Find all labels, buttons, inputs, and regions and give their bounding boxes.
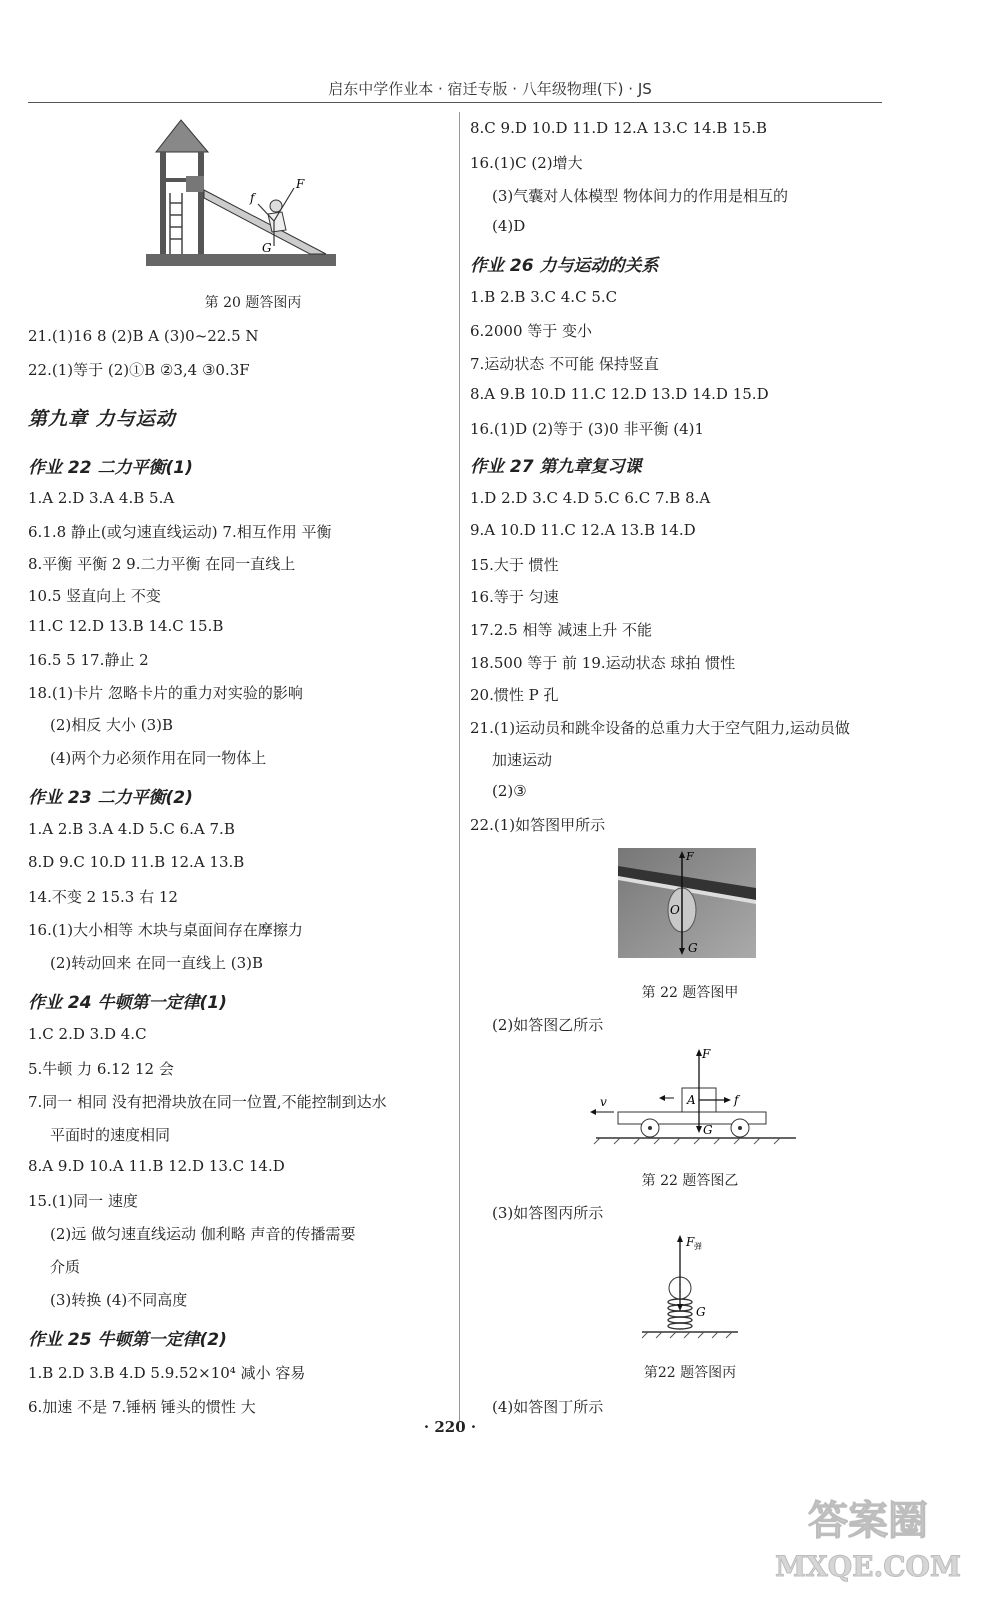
coin-center-label: O — [670, 903, 680, 917]
fig-bing-caption: 第22 题答图丙 — [643, 1365, 737, 1381]
answer-line: 6.1.8 静止(或匀速直线运动) 7.相互作用 平衡 — [28, 523, 332, 541]
answer-line: 22.(1)等于 (2)①B ②3,4 ③0.3F — [28, 361, 250, 379]
hw25-title: 作业 25 牛顿第一定律(2) — [28, 1330, 227, 1350]
fig20-caption: 第 20 题答图丙 — [204, 295, 302, 311]
page-number: · 220 · — [423, 1418, 477, 1436]
answer-line: 1.A 2.D 3.A 4.B 5.A — [28, 489, 175, 507]
spring-force-subscript: 弹 — [694, 1242, 702, 1251]
answer-line: 1.B 2.B 3.C 4.C 5.C — [470, 288, 618, 306]
answer-line: 8.A 9.D 10.A 11.B 12.D 13.C 14.D — [28, 1157, 285, 1175]
answer-line: 1.A 2.B 3.A 4.D 5.C 6.A 7.B — [28, 820, 235, 838]
page-header: 启东中学作业本 · 宿迁专版 · 八年级物理(下) · JS — [328, 80, 652, 98]
chapter-title: 第九章 力与运动 — [28, 408, 176, 430]
answer-line: 14.不变 2 15.3 右 12 — [28, 888, 178, 906]
answer-line: 6.加速 不是 7.锤柄 锤头的惯性 大 — [28, 1398, 256, 1416]
coin-photo-figure — [618, 848, 756, 958]
answer-line: 18.(1)卡片 忽略卡片的重力对实验的影响 — [28, 684, 303, 702]
answer-line: 8.C 9.D 10.D 11.D 12.A 13.C 14.B 15.B — [470, 119, 768, 137]
column-divider — [459, 112, 460, 1422]
answer-line: 17.2.5 相等 减速上升 不能 — [470, 621, 653, 639]
answer-line: 10.5 竖直向上 不变 — [28, 587, 161, 605]
cart-figure — [590, 1046, 800, 1146]
hw27-title: 作业 27 第九章复习课 — [470, 457, 642, 477]
spring-gravity-label: G — [696, 1305, 706, 1319]
answer-line: (3)如答图丙所示 — [492, 1204, 604, 1222]
answer-line: (3)气囊对人体模型 物体间力的作用是相互的 — [492, 187, 789, 205]
answer-line: 6.2000 等于 变小 — [470, 322, 593, 340]
coin-force-label: F — [686, 850, 694, 863]
force-f-label: F — [296, 177, 305, 191]
answer-line: 1.C 2.D 3.D 4.C — [28, 1025, 147, 1043]
answer-line: 1.B 2.D 3.B 4.D 5.9.52×10⁴ 减小 容易 — [28, 1364, 306, 1382]
answer-line: (3)转换 (4)不同高度 — [50, 1291, 188, 1309]
answer-line: 20.惯性 P 孔 — [470, 686, 559, 704]
gravity-label: G — [262, 241, 272, 255]
friction-label: f — [250, 191, 255, 205]
answer-line: (4)如答图丁所示 — [492, 1398, 604, 1416]
answer-line: 16.(1)D (2)等于 (3)0 非平衡 (4)1 — [470, 420, 705, 438]
answer-line: 8.D 9.C 10.D 11.B 12.A 13.B — [28, 853, 245, 871]
answer-line: (2)相反 大小 (3)B — [50, 716, 174, 734]
answer-line: 平面时的速度相同 — [50, 1126, 171, 1144]
answer-line: (2)如答图乙所示 — [492, 1016, 604, 1034]
answer-line: 9.A 10.D 11.C 12.A 13.B 14.D — [470, 521, 696, 539]
answer-line: 21.(1)运动员和跳伞设备的总重力大于空气阻力,运动员做 — [470, 719, 850, 737]
answer-line: 介质 — [50, 1258, 81, 1276]
cart-gravity-label: G — [703, 1123, 713, 1137]
answer-line: 16.5 5 17.静止 2 — [28, 651, 149, 669]
fig-yi-caption: 第 22 题答图乙 — [641, 1173, 739, 1189]
answer-line: 11.C 12.D 13.B 14.C 15.B — [28, 617, 224, 635]
spring-force-label: F — [686, 1235, 695, 1249]
fig-jia-caption: 第 22 题答图甲 — [641, 985, 739, 1001]
answer-line: 7.同一 相同 没有把滑块放在同一位置,不能控制到达水 — [28, 1093, 387, 1111]
answer-line: 加速运动 — [492, 751, 553, 769]
answer-line: 15.大于 惯性 — [470, 556, 559, 574]
hw26-title: 作业 26 力与运动的关系 — [470, 256, 659, 276]
answer-line: (2)转动回来 在同一直线上 (3)B — [50, 954, 264, 972]
answer-line: 1.D 2.D 3.C 4.D 5.C 6.C 7.B 8.A — [470, 489, 711, 507]
header-rule — [28, 102, 882, 103]
answer-line: 16.(1)C (2)增大 — [470, 154, 583, 172]
answer-line: 22.(1)如答图甲所示 — [470, 816, 606, 834]
answer-line: (4)两个力必须作用在同一物体上 — [50, 749, 267, 767]
answer-line: 21.(1)16 8 (2)B A (3)0~22.5 N — [28, 327, 259, 345]
hw22-title: 作业 22 二力平衡(1) — [28, 458, 193, 478]
slide-figure — [146, 118, 336, 273]
hw24-title: 作业 24 牛顿第一定律(1) — [28, 993, 227, 1013]
hw23-title: 作业 23 二力平衡(2) — [28, 788, 193, 808]
cart-friction-label: f — [734, 1093, 739, 1107]
watermark-logo — [758, 1486, 978, 1586]
watermark-line1: 答案圈 — [808, 1497, 928, 1544]
cart-force-label: F — [702, 1047, 711, 1061]
answer-line: (2)③ — [492, 782, 527, 800]
answer-line: 16.(1)大小相等 木块与桌面间存在摩擦力 — [28, 921, 303, 939]
watermark-line2: MXQE.COM — [775, 1550, 961, 1583]
answer-line: 8.A 9.B 10.D 11.C 12.D 13.D 14.D 15.D — [470, 385, 769, 403]
answer-line: (2)远 做匀速直线运动 伽利略 声音的传播需要 — [50, 1225, 356, 1243]
velocity-label: v — [600, 1095, 607, 1109]
answer-line: 16.等于 匀速 — [470, 588, 559, 606]
answer-line: 5.牛顿 力 6.12 12 会 — [28, 1060, 174, 1078]
block-label: A — [687, 1093, 696, 1107]
answer-line: 7.运动状态 不可能 保持竖直 — [470, 355, 659, 373]
spring-figure — [640, 1232, 740, 1342]
coin-gravity-label: G — [688, 941, 698, 955]
answer-line: 8.平衡 平衡 2 9.二力平衡 在同一直线上 — [28, 555, 296, 573]
answer-line: 15.(1)同一 速度 — [28, 1192, 138, 1210]
answer-line: 18.500 等于 前 19.运动状态 球拍 惯性 — [470, 654, 736, 672]
answer-line: (4)D — [492, 217, 526, 235]
